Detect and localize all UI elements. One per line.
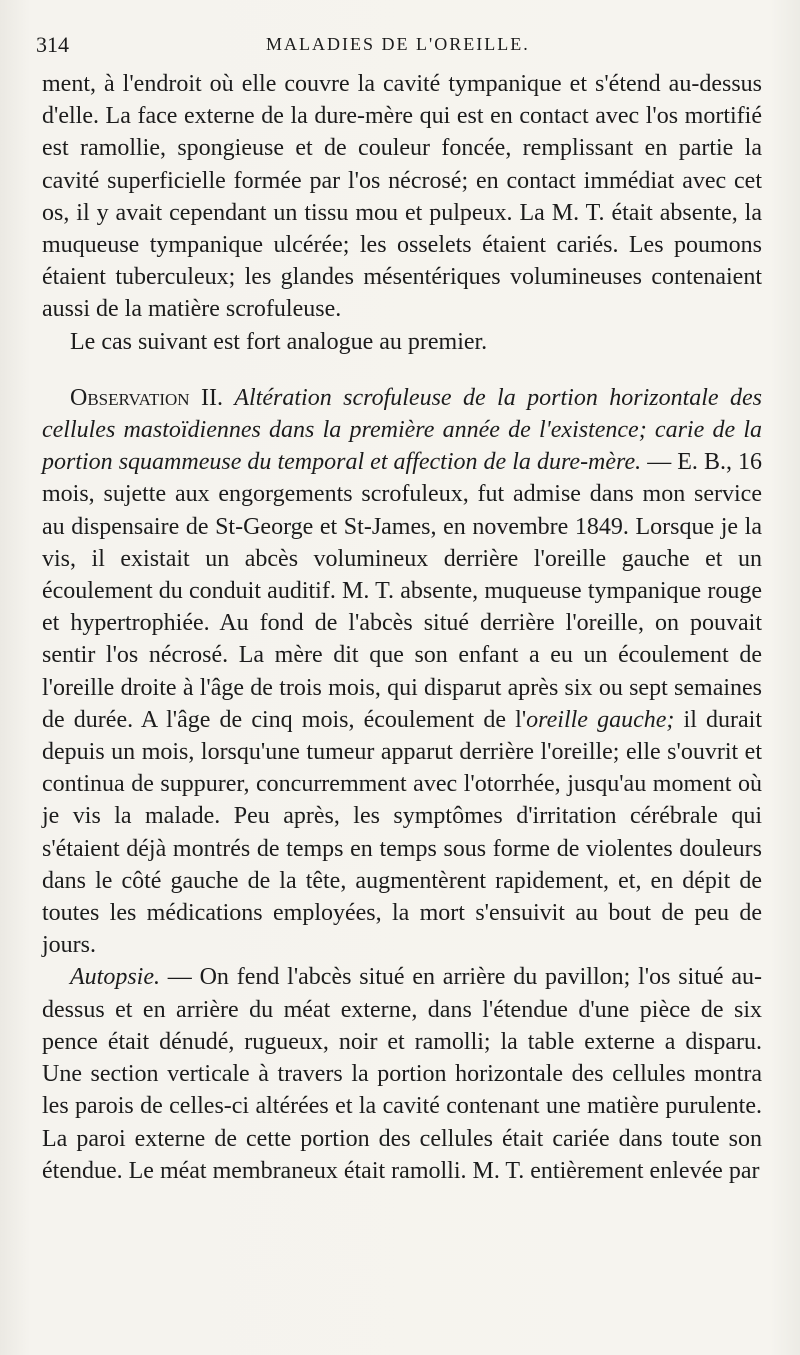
page-number: 314 (36, 32, 69, 57)
observation-title: Altération scrofuleuse de la portion horizontale des cellules mastoïdiennes dans la première année de l'existence; carie de la portion squammeuse du temporal et affection de la dure-mère. (42, 384, 762, 476)
observation-dash: — (641, 449, 678, 476)
running-title: MALADIES DE L'OREILLE. (266, 34, 530, 54)
paragraph-continuation: ment, à l'endroit où elle couvre la cavité tympanique et s'étend au-dessus d'elle. La face externe de la dure-mère qui est en contact avec l'os mortifié est ramollie, spongieuse et de couleur foncée, remplissant en partie la cavité superficielle formée par l'os nécrosé; en contact immédiat avec cet os, il y avait cependant un tissu mou et pulpeux. La M. T. était absente, la muqueuse tympanique ulcérée; les osselets étaient cariés. Les poumons étaient tuberculeux; les glandes mésentériques volumineuses contenaient aussi de la matière scrofuleuse. (42, 71, 762, 323)
autopsy-paragraph (42, 961, 762, 1186)
observation-paragraph (42, 382, 762, 962)
observation-label: Observation II. (70, 384, 223, 411)
page-header (36, 32, 760, 62)
paragraph-transition: Le cas suivant est fort analogue au premier. (70, 328, 488, 355)
autopsy-label: Autopsie. (70, 964, 160, 991)
autopsy-text: — On fend l'abcès situé en arrière du pavillon; l'os situé au-dessus et en arrière du méat externe, dans l'étendue d'une pièce de six pence était dénudé, rugueux, noir et ramolli; la table externe a disparu. Une section verticale à travers la portion horizontale des cellules montra les parois de celles-ci altérées et la cavité contenant une matière purulente. La paroi externe de cette portion des cellules était cariée dans toute son étendue. Le méat membraneux était ramolli. M. T. entièrement enlevée par (42, 964, 762, 1184)
observation-text-b: il durait depuis un mois, lorsqu'une tumeur apparut derrière l'oreille; elle s'ouvrit et continua de suppurer, concurremment avec l'otorrhée, jusqu'au moment où je vis la malade. Peu après, les symptômes d'irritation cérébrale qui s'étaient déjà montrés de temps en temps sous forme de violentes douleurs dans le côté gauche de la tête, augmentèrent rapidement, et, en dépit de toutes les médications employées, la mort s'ensuivit au bout de peu de jours. (42, 706, 762, 959)
body-text (42, 68, 762, 1187)
observation-italic: oreille gauche; (526, 706, 675, 733)
observation-text-a: E. B., 16 mois, sujette aux engorgements scrofuleux, fut admise dans mon service au dispensaire de St-George et St-James, en novembre 1849. Lorsque je la vis, il existait un abcès volumineux derrière l'oreille gauche et un écoulement du conduit auditif. M. T. absente, muqueuse tympanique rouge et hypertrophiée. Au fond de l'abcès situé derrière l'oreille, on pouvait sentir l'os nécrosé. La mère dit que son enfant a eu un écoulement de l'oreille droite à l'âge de trois mois, qui disparut après six ou sept semaines de durée. A l'âge de cinq mois, écoulement de l' (42, 449, 763, 733)
